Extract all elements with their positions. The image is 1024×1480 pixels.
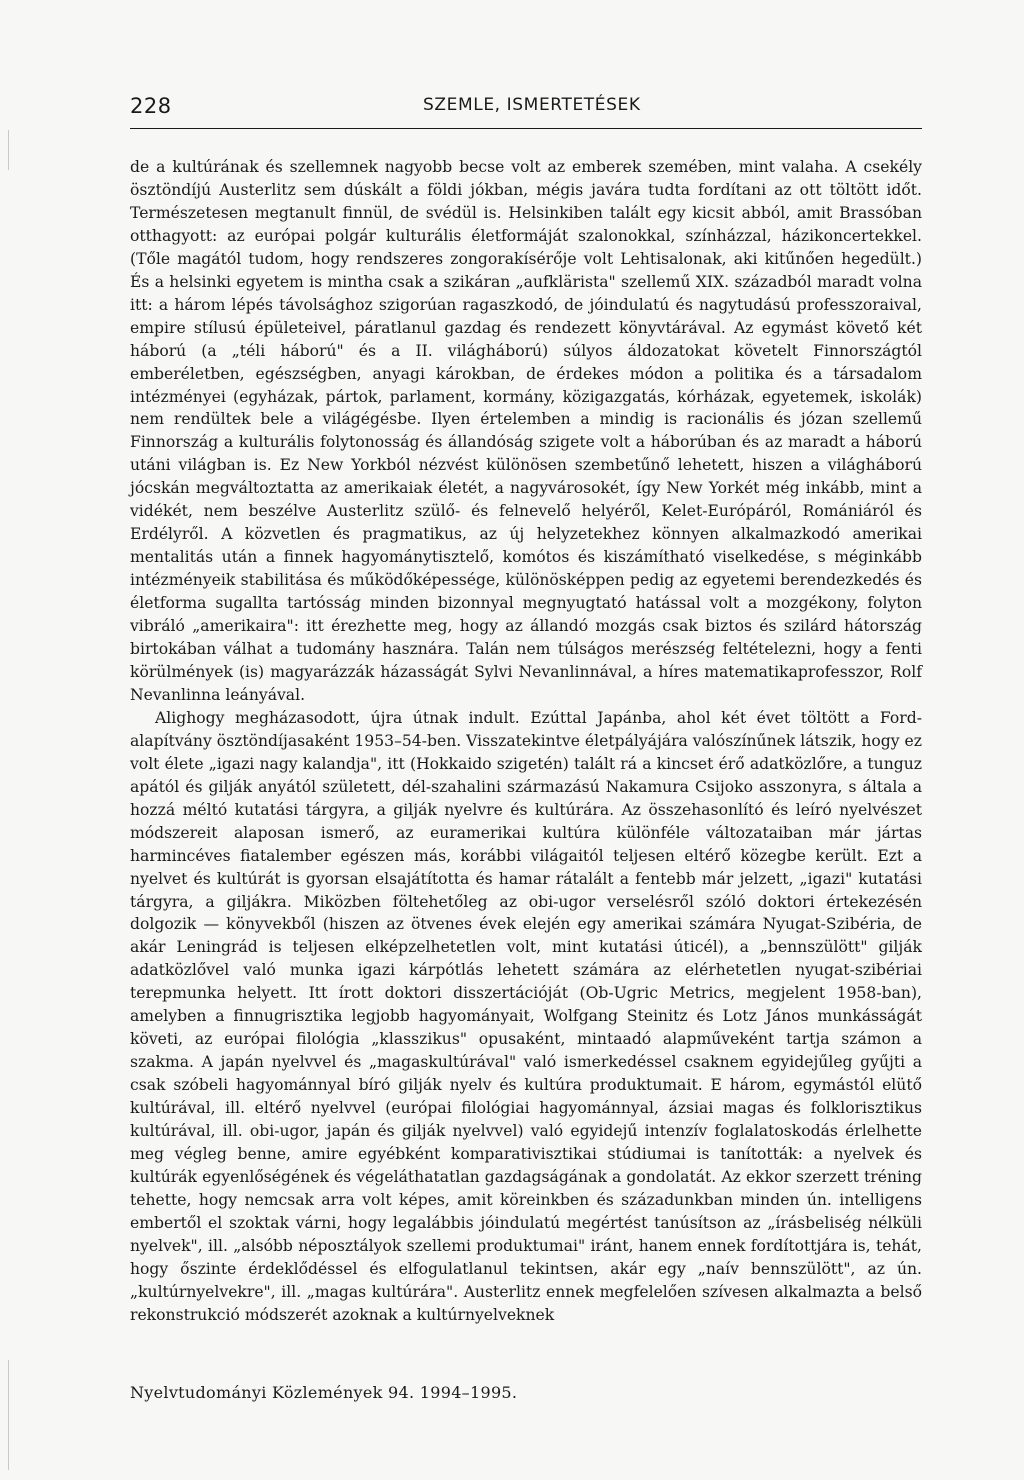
document-page bbox=[130, 0, 922, 1480]
journal-citation: Nyelvtudományi Közlemények 94. 1994–1995. bbox=[130, 1383, 518, 1402]
running-head: SZEMLE, ISMERTETÉSEK bbox=[423, 95, 641, 115]
paragraph: de a kultúrának és szellemnek nagyobb becse volt az emberek szemében, mint valaha. A csekély ösztöndíjú Austerlitz sem dúskált a földi jókban, mégis javára tudta fordítani az ott töltött időt. Természetesen megtanult finnül, de svédül is. Helsinkiben talált egy kicsit abból, amit Brassóban otthagyott: az európai polgár kulturális életformáját szalonokkal, színházzal, házikoncertekkel. (Tőle magától tudom, hogy rendszeres zongorakísérője volt Lehtisalonak, aki kitűnően hegedült.) És a helsinki egyetem is mintha csak a szikáran „aufklärista" szellemű XIX. századból maradt volna itt: a három lépés távolsághoz szigorúan ragaszkodó, de jóindulatú és nagytudású professzoraival, empire stílusú épületeivel, páratlanul gazdag és rendezett könyvtárával. Az egymást követő két háború (a „téli háború" és a II. világháború) súlyos áldozatokat követelt Finnországtól emberéletben, egészségben, anyagi károkban, de érdekes módon a politika és a társadalom intézményei (egyházak, pártok, parlament, kormány, közigazgatás, kórházak, egyetemek, iskolák) nem rendültek bele a világégésbe. Ilyen értelemben a mindig is racionális és józan szellemű Finnország a kulturális folytonosság és állandóság szigete volt a háborúban és az maradt a háború utáni világban is. Ez New Yorkból nézvést különösen szembetűnő lehetett, hiszen a világháború jócskán megváltoztatta az amerikaiak életét, a nagyvárosokét, így New Yorkét még inkább, mint a vidékét, nem beszélve Austerlitz szülő- és felnevelő helyéről, Kelet-Európáról, Romániáról és Erdélyről. A közvetlen és pragmatikus, az új helyzetekhez könnyen alkalmazkodó amerikai mentalitás után a finnek hagyománytisztelő, komótos és kiszámítható viselkedése, s méginkább intézményeik stabilitása és működőképessége, különösképpen pedig az egyetemi berendezkedés és életforma sugallta tartósság minden bizonnyal megnyugtató hatással volt a mozgékony, folyton vibráló „amerikaira": itt érezhette meg, hogy az állandó mozgás csak biztos és szilárd hátország birtokában válhat a tudomány hasznára. Talán nem túlságos merészség feltételezni, hogy a fenti körülmények (is) magyarázzák házasságát Sylvi Nevanlinnával, a híres matematikaprofesszor, Rolf Nevanlinna leányával. bbox=[130, 158, 922, 704]
header-rule bbox=[130, 128, 922, 129]
article-body bbox=[130, 156, 922, 1327]
page-header bbox=[130, 94, 922, 124]
scan-edge-mark-bottom bbox=[8, 1360, 9, 1470]
page-number: 228 bbox=[130, 94, 172, 118]
scan-edge-mark-top bbox=[8, 130, 9, 170]
paragraph: Alighogy megházasodott, újra útnak indult. Ezúttal Japánba, ahol két évet töltött a Ford-alapítvány ösztöndíjasaként 1953–54-ben. Visszatekintve életpályájára valószínűnek látszik, hogy ez volt élete „igazi nagy kalandja", itt (Hokkaido szigetén) talált rá a kincset érő adatközlőre, a tunguz apától és gilják anyától született, dél-szahalini származású Nakamura Csijoko asszonyra, s általa a hozzá méltó kutatási tárgyra, a gilják nyelvre és kultúrára. Az összehasonlító és leíró nyelvészet módszereit alaposan ismerő, az euramerikai kultúra különféle változataiban már jártas harmincéves fiatalember egészen más, korábbi világaitól teljesen eltérő közegbe került. Ezt a nyelvet és kultúrát is gyorsan elsajátította és hamar rátalált a fentebb már jelzett, „igazi" kutatási tárgyra, a giljákra. Miközben föltehetőleg az obi-ugor verselésről szóló doktori értekezésén dolgozik — könyvekből (hiszen az ötvenes évek elején egy amerikai számára Nyugat-Szibéria, de akár Leningrád is teljesen elképzelhetetlen volt, mint kutatási úticél), a „bennszülött" gilják adatközlővel való munka igazi kárpótlás lehetett számára az elérhetetlen nyugat-szibériai terepmunka helyett. Itt írott doktori disszertációját (Ob-Ugric Metrics, megjelent 1958-ban), amelyben a finnugrisztika legjobb hagyományait, Wolfgang Steinitz és Lotz János munkásságát követi, az európai filológia „klasszikus" opusaként, mintaadó alapműveként tartja számon a szakma. A japán nyelvvel és „magaskultúrával" való ismerkedéssel csaknem egyidejűleg gyűjti a csak szóbeli hagyománnyal bíró gilják nyelv és kultúra produktumait. E három, egymástól elütő kultúrával, ill. eltérő nyelvvel (európai filológiai hagyománnyal, ázsiai magas és folklorisztikus kultúrával, ill. obi-ugor, japán és gilják nyelvvel) való egyidejű intenzív foglalatoskodás érlelhette meg végleg benne, amire egyébként komparativisztikai stúdiumai is tanították: a nyelvek és kultúrák egyenlőségének és végeláthatatlan gazdagságának a gondolatát. Az ekkor szerzett tréning tehette, hogy nemcsak arra volt képes, amit köreinkben és századunkban minden ún. intelligens embertől el szoktak várni, hogy legalábbis jóindulatú megértést tanúsítson az „írásbeliség nélküli nyelvek", ill. „alsóbb néposztályok szellemi produktumai" iránt, hanem ennek fordítottjára is, tehát, hogy őszinte érdeklődéssel és elfogulatlanul tekintsen, akár egy „naív bennszülött", az ún. „kultúrnyelvekre", ill. „magas kultúrára". Austerlitz ennek megfelelően szívesen alkalmazta a belső rekonstrukció módszerét azoknak a kultúrnyelveknek bbox=[130, 708, 922, 1324]
